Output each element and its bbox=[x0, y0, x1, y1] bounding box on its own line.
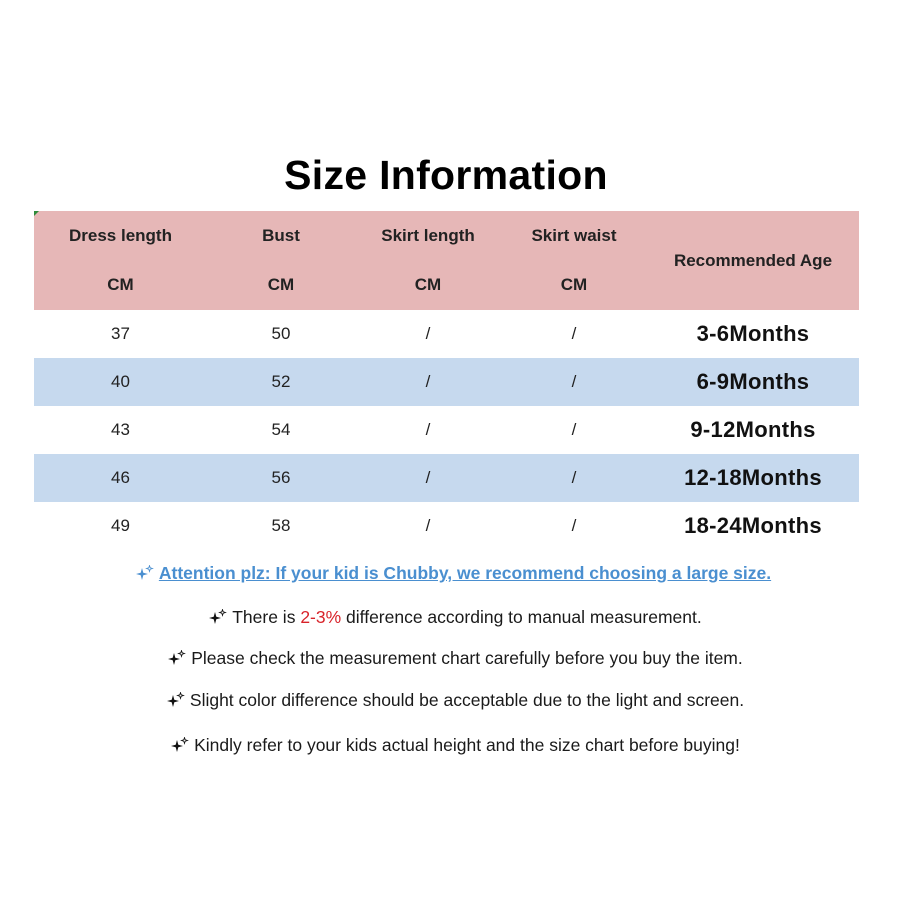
header-skirt-length bbox=[355, 211, 501, 310]
sparkle-icon bbox=[168, 650, 186, 666]
cell-skirt-waist: / bbox=[571, 516, 577, 535]
header-unit: CM bbox=[560, 275, 588, 294]
cell-skirt-waist: / bbox=[571, 372, 577, 391]
sparkle-icon bbox=[209, 609, 227, 625]
note-refer-height bbox=[0, 735, 911, 756]
cell-recommended-age: 9-12Months bbox=[690, 417, 816, 442]
header-dress-length bbox=[34, 211, 207, 310]
header-label: Recommended Age bbox=[673, 250, 833, 270]
cell-skirt-length: / bbox=[425, 372, 431, 391]
header-skirt-waist bbox=[501, 211, 647, 310]
note-text: Slight color difference should be acceptable due to the light and screen. bbox=[189, 690, 745, 710]
cell-recommended-age: 12-18Months bbox=[684, 465, 822, 490]
cell-recommended-age: 6-9Months bbox=[696, 369, 810, 394]
note-text: difference according to manual measurement. bbox=[341, 607, 702, 627]
sparkle-icon bbox=[136, 565, 154, 581]
table-row bbox=[34, 502, 859, 550]
cell-skirt-length: / bbox=[425, 324, 431, 343]
cell-dress-length: 46 bbox=[111, 468, 130, 487]
cell-bust: 54 bbox=[271, 420, 291, 439]
cell-bust: 50 bbox=[271, 324, 291, 343]
header-label: Skirt waist bbox=[531, 226, 617, 245]
sparkle-icon bbox=[171, 737, 189, 753]
size-table bbox=[34, 211, 859, 550]
table-row bbox=[34, 310, 859, 358]
note-difference bbox=[0, 607, 911, 628]
corner-mark bbox=[34, 211, 39, 216]
note-color-difference bbox=[0, 690, 911, 711]
cell-skirt-length: / bbox=[425, 516, 431, 535]
note-text: Attention plz: If your kid is Chubby, we recommend choosing a large size. bbox=[158, 563, 772, 583]
header-unit: CM bbox=[267, 275, 295, 294]
cell-recommended-age: 18-24Months bbox=[684, 513, 822, 538]
note-text: There is bbox=[232, 607, 301, 627]
cell-bust: 58 bbox=[271, 516, 291, 535]
table-row bbox=[34, 454, 859, 502]
page-title: Size Information bbox=[284, 152, 608, 198]
cell-skirt-waist: / bbox=[571, 420, 577, 439]
cell-dress-length: 40 bbox=[111, 372, 130, 391]
note-text: Kindly refer to your kids actual height and the size chart before buying! bbox=[194, 735, 740, 755]
cell-dress-length: 49 bbox=[111, 516, 130, 535]
cell-bust: 52 bbox=[271, 372, 291, 391]
header-unit: CM bbox=[414, 275, 442, 294]
note-attention bbox=[0, 563, 909, 584]
cell-recommended-age: 3-6Months bbox=[696, 321, 810, 346]
cell-skirt-length: / bbox=[425, 420, 431, 439]
highlight-percentage: 2-3% bbox=[300, 607, 342, 627]
table-row bbox=[34, 358, 859, 406]
header-unit: CM bbox=[107, 275, 134, 294]
header-label: Dress length bbox=[69, 226, 172, 245]
cell-dress-length: 43 bbox=[111, 420, 130, 439]
cell-bust: 56 bbox=[271, 468, 291, 487]
sparkle-icon bbox=[167, 692, 185, 708]
note-check-chart bbox=[0, 648, 911, 669]
cell-dress-length: 37 bbox=[111, 324, 130, 343]
note-text: Please check the measurement chart carefully before you buy the item. bbox=[191, 648, 743, 668]
cell-skirt-length: / bbox=[425, 468, 431, 487]
table-row bbox=[34, 406, 859, 454]
header-bust bbox=[207, 211, 355, 310]
header-label: Bust bbox=[262, 226, 300, 245]
cell-skirt-waist: / bbox=[571, 324, 577, 343]
cell-skirt-waist: / bbox=[571, 468, 577, 487]
header-label: Skirt length bbox=[381, 226, 475, 245]
table-header-row bbox=[34, 211, 859, 310]
header-recommended-age bbox=[647, 211, 859, 310]
